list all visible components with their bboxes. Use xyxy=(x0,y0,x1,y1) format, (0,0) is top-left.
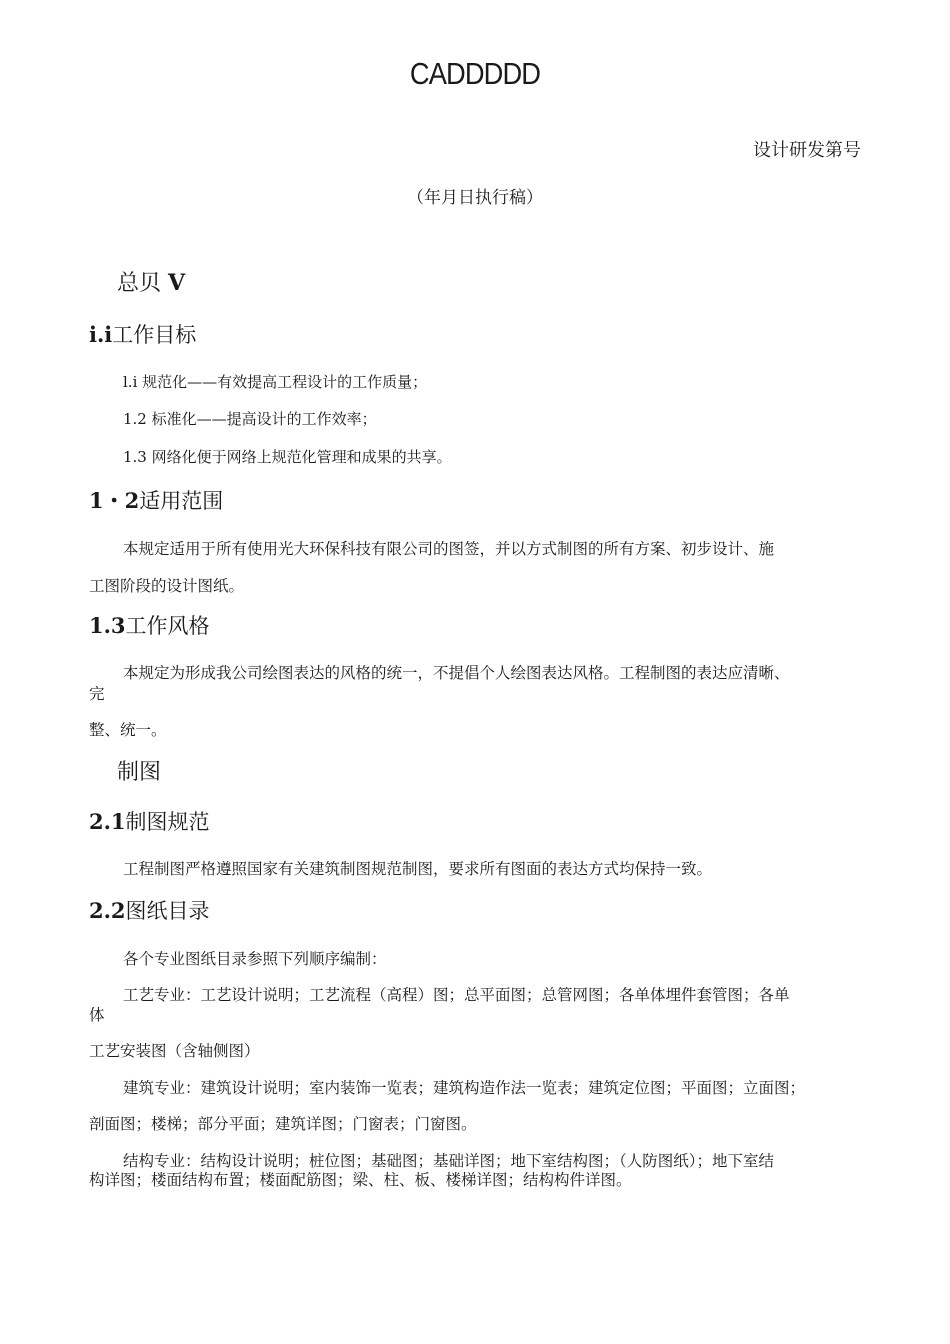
section-2-2-heading xyxy=(89,895,210,925)
paragraph-line: 结构专业：结构设计说明；桩位图；基础图；基础详图；地下室结构图；（人防图纸）；地下室结 xyxy=(123,1152,775,1170)
paragraph-line: 构详图；楼面结构布置；楼面配筋图；梁、柱、板、楼梯详图；结构构件详图。 xyxy=(89,1171,632,1189)
chapter-1-title: 总贝 xyxy=(117,271,162,296)
list-item: 1.3 网络化便于网络上规范化管理和成果的共享。 xyxy=(123,448,452,466)
section-1-1-heading xyxy=(89,319,196,349)
section-1-3-title: 工作风格 xyxy=(125,614,210,638)
chapter-1-mark: V xyxy=(168,270,186,296)
document-subtitle: （年月日执行稿） xyxy=(407,188,543,208)
section-2-2-number: 2.2 xyxy=(89,898,126,923)
section-1-3-heading xyxy=(89,610,210,640)
section-2-2-title: 图纸目录 xyxy=(125,899,210,923)
paragraph-line: 体 xyxy=(89,1006,105,1024)
document-number: 设计研发第号 xyxy=(753,140,861,161)
list-item: l.i 规范化——有效提高工程设计的工作质量； xyxy=(123,373,428,391)
paragraph-line: 工图阶段的设计图纸。 xyxy=(89,577,245,595)
paragraph-line: 建筑专业：建筑设计说明；室内装饰一览表；建筑构造作法一览表；建筑定位图；平面图；立面图； xyxy=(123,1079,806,1097)
paragraph-line: 工艺安装图（含轴侧图） xyxy=(89,1042,260,1060)
section-1-2-number: 1・2 xyxy=(89,488,140,513)
section-1-2-title: 适用范围 xyxy=(139,489,224,513)
list-item: 1.2 标准化——提高设计的工作效率； xyxy=(123,410,377,428)
section-2-1-heading xyxy=(89,806,210,836)
chapter-2-heading: 制图 xyxy=(117,760,162,785)
section-1-1-title: 工作目标 xyxy=(112,323,197,347)
paragraph-line: 各个专业图纸目录参照下列顺序编制： xyxy=(123,950,387,968)
chapter-1-heading xyxy=(117,266,185,297)
paragraph-line: 本规定适用于所有使用光大环保科技有限公司的图签，并以方式制图的所有方案、初步设计、施 xyxy=(123,540,775,558)
paragraph-line: 整、统一。 xyxy=(89,721,167,739)
section-2-1-title: 制图规范 xyxy=(125,810,210,834)
paragraph-line: 工程制图严格遵照国家有关建筑制图规范制图，要求所有图面的表达方式均保持一致。 xyxy=(123,860,713,878)
section-1-3-number: 1.3 xyxy=(89,613,126,638)
paragraph-line: 剖面图；楼梯；部分平面；建筑详图；门窗表；门窗图。 xyxy=(89,1115,477,1133)
document-title: CADDDDD xyxy=(409,56,541,91)
section-1-1-number: i.i xyxy=(89,322,113,347)
section-1-2-heading xyxy=(89,485,223,515)
paragraph-line: 本规定为形成我公司绘图表达的风格的统一，不提倡个人绘图表达风格。工程制图的表达应清晰、 xyxy=(123,664,790,682)
section-2-1-number: 2.1 xyxy=(89,809,126,834)
paragraph-line: 完 xyxy=(89,685,105,703)
paragraph-line: 工艺专业：工艺设计说明；工艺流程（高程）图；总平面图；总管网图；各单体埋件套管图；各单 xyxy=(123,986,790,1004)
